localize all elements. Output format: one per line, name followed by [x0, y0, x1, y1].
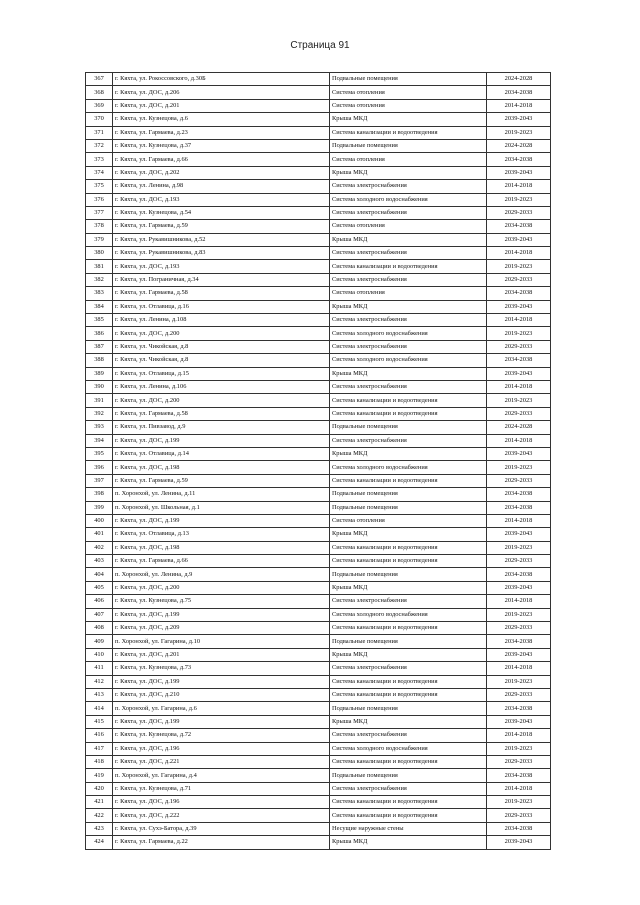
table-row: [86, 273, 551, 286]
address-cell: г. Кяхта, ул. Кузнецова, д.73: [113, 662, 330, 675]
table-row: [86, 180, 551, 193]
period-cell: 2034-2038: [487, 354, 551, 367]
row-number: 386: [86, 327, 113, 340]
table-row: [86, 541, 551, 554]
row-number: 369: [86, 99, 113, 112]
period-cell: 2039-2043: [487, 581, 551, 594]
table-row: [86, 153, 551, 166]
row-number: 419: [86, 769, 113, 782]
table-row: [86, 367, 551, 380]
table-row: [86, 86, 551, 99]
row-number: 404: [86, 568, 113, 581]
row-number: 373: [86, 153, 113, 166]
address-cell: г. Кяхта, ул. ДОС, д.222: [113, 809, 330, 822]
address-cell: г. Кяхта, ул. Отлавица, д.14: [113, 447, 330, 460]
system-cell: Система канализации и водоотведения: [330, 555, 487, 568]
table-row: [86, 782, 551, 795]
period-cell: 2034-2038: [487, 568, 551, 581]
address-cell: г. Кяхта, ул. ДОС, д.198: [113, 461, 330, 474]
period-cell: 2019-2023: [487, 608, 551, 621]
system-cell: Крыша МКД: [330, 581, 487, 594]
address-cell: г. Кяхта, ул. ДОС, д.199: [113, 715, 330, 728]
table-row: [86, 622, 551, 635]
system-cell: Система электроснабжения: [330, 729, 487, 742]
period-cell: 2014-2018: [487, 662, 551, 675]
system-cell: Система отопления: [330, 86, 487, 99]
period-cell: 2019-2023: [487, 796, 551, 809]
address-cell: г. Кяхта, ул. ДОС, д.193: [113, 260, 330, 273]
address-cell: п. Хоронхой, ул. Школьная, д.1: [113, 501, 330, 514]
table-row: [86, 354, 551, 367]
table-row: [86, 742, 551, 755]
table-row: [86, 260, 551, 273]
system-cell: Система холодного водоснабжения: [330, 608, 487, 621]
table-row: [86, 394, 551, 407]
table-row: [86, 608, 551, 621]
row-number: 376: [86, 193, 113, 206]
row-number: 405: [86, 581, 113, 594]
period-cell: 2014-2018: [487, 514, 551, 527]
system-cell: Система канализации и водоотведения: [330, 260, 487, 273]
row-number: 387: [86, 340, 113, 353]
period-cell: 2039-2043: [487, 113, 551, 126]
row-number: 423: [86, 822, 113, 835]
table-row: [86, 314, 551, 327]
row-number: 401: [86, 528, 113, 541]
address-cell: г. Кяхта, ул. Чикойская, д.8: [113, 340, 330, 353]
table-row: [86, 528, 551, 541]
address-cell: г. Кяхта, ул. Отлавица, д.13: [113, 528, 330, 541]
table-row: [86, 139, 551, 152]
address-cell: г. Кяхта, ул. ДОС, д.200: [113, 394, 330, 407]
table-row: [86, 568, 551, 581]
table-row: [86, 247, 551, 260]
row-number: 424: [86, 836, 113, 849]
table-row: [86, 99, 551, 112]
row-number: 367: [86, 73, 113, 86]
row-number: 370: [86, 113, 113, 126]
period-cell: 2019-2023: [487, 260, 551, 273]
table-row: [86, 514, 551, 527]
period-cell: 2034-2038: [487, 702, 551, 715]
row-number: 420: [86, 782, 113, 795]
row-number: 407: [86, 608, 113, 621]
period-cell: 2029-2033: [487, 809, 551, 822]
period-cell: 2014-2018: [487, 782, 551, 795]
address-cell: г. Кяхта, ул. ДОС, д.200: [113, 581, 330, 594]
system-cell: Система холодного водоснабжения: [330, 461, 487, 474]
table-row: [86, 327, 551, 340]
table-row: [86, 287, 551, 300]
row-number: 393: [86, 421, 113, 434]
address-cell: п. Хоронхой, ул. Ленина, д.9: [113, 568, 330, 581]
table-row: [86, 113, 551, 126]
period-cell: 2024-2028: [487, 73, 551, 86]
system-cell: Система электроснабжения: [330, 340, 487, 353]
system-cell: Система электроснабжения: [330, 662, 487, 675]
address-cell: г. Кяхта, ул. ДОС, д.202: [113, 166, 330, 179]
period-cell: 2024-2028: [487, 421, 551, 434]
table-row: [86, 755, 551, 768]
system-cell: Система холодного водоснабжения: [330, 354, 487, 367]
address-cell: г. Кяхта, ул. Чикойская, д.8: [113, 354, 330, 367]
period-cell: 2019-2023: [487, 461, 551, 474]
period-cell: 2014-2018: [487, 314, 551, 327]
table-row: [86, 635, 551, 648]
table-row: [86, 702, 551, 715]
system-cell: Система электроснабжения: [330, 782, 487, 795]
table-row: [86, 434, 551, 447]
period-cell: 2039-2043: [487, 648, 551, 661]
table-body: [86, 73, 551, 850]
address-cell: г. Кяхта, ул. Гармаева, д.22: [113, 836, 330, 849]
period-cell: 2034-2038: [487, 153, 551, 166]
table-row: [86, 421, 551, 434]
table-row: [86, 648, 551, 661]
row-number: 412: [86, 675, 113, 688]
system-cell: Крыша МКД: [330, 648, 487, 661]
row-number: 382: [86, 273, 113, 286]
system-cell: Система канализации и водоотведения: [330, 675, 487, 688]
period-cell: 2014-2018: [487, 595, 551, 608]
address-cell: г. Кяхта, ул. Кузнецова, д.75: [113, 595, 330, 608]
address-cell: г. Кяхта, ул. Кузнецова, д.6: [113, 113, 330, 126]
address-cell: г. Кяхта, ул. Ленина, д.108: [113, 314, 330, 327]
period-cell: 2034-2038: [487, 822, 551, 835]
period-cell: 2039-2043: [487, 447, 551, 460]
period-cell: 2029-2033: [487, 407, 551, 420]
period-cell: 2014-2018: [487, 729, 551, 742]
period-cell: 2019-2023: [487, 394, 551, 407]
address-cell: г. Кяхта, ул. Гармаева, д.59: [113, 220, 330, 233]
table-row: [86, 447, 551, 460]
table-row: [86, 809, 551, 822]
system-cell: Система электроснабжения: [330, 206, 487, 219]
row-number: 402: [86, 541, 113, 554]
row-number: 390: [86, 380, 113, 393]
row-number: 368: [86, 86, 113, 99]
address-cell: г. Кяхта, ул. Гармаева, д.58: [113, 407, 330, 420]
period-cell: 2019-2023: [487, 742, 551, 755]
address-cell: г. Кяхта, ул. Кузнецова, д.72: [113, 729, 330, 742]
period-cell: 2029-2033: [487, 555, 551, 568]
system-cell: Система канализации и водоотведения: [330, 126, 487, 139]
period-cell: 2014-2018: [487, 434, 551, 447]
row-number: 371: [86, 126, 113, 139]
system-cell: Крыша МКД: [330, 113, 487, 126]
period-cell: 2034-2038: [487, 501, 551, 514]
row-number: 398: [86, 488, 113, 501]
table-row: [86, 595, 551, 608]
table-row: [86, 581, 551, 594]
table-row: [86, 220, 551, 233]
system-cell: Система отопления: [330, 99, 487, 112]
address-cell: г. Кяхта, ул. ДОС, д.199: [113, 675, 330, 688]
row-number: 400: [86, 514, 113, 527]
address-cell: г. Кяхта, ул. Рокоссовского, д.30Б: [113, 73, 330, 86]
period-cell: 2034-2038: [487, 287, 551, 300]
address-cell: г. Кяхта, ул. ДОС, д.206: [113, 86, 330, 99]
table-row: [86, 474, 551, 487]
system-cell: Крыша МКД: [330, 836, 487, 849]
table-row: [86, 836, 551, 849]
system-cell: Крыша МКД: [330, 715, 487, 728]
period-cell: 2039-2043: [487, 528, 551, 541]
system-cell: Система канализации и водоотведения: [330, 688, 487, 701]
row-number: 384: [86, 300, 113, 313]
row-number: 409: [86, 635, 113, 648]
row-number: 397: [86, 474, 113, 487]
period-cell: 2019-2023: [487, 541, 551, 554]
period-cell: 2014-2018: [487, 180, 551, 193]
system-cell: Система холодного водоснабжения: [330, 742, 487, 755]
address-cell: г. Кяхта, ул. Ленина, д.98: [113, 180, 330, 193]
table-row: [86, 206, 551, 219]
address-cell: г. Кяхта, ул. Пограничная, д.34: [113, 273, 330, 286]
period-cell: 2019-2023: [487, 327, 551, 340]
row-number: 394: [86, 434, 113, 447]
address-cell: г. Кяхта, ул. Кузнецова, д.71: [113, 782, 330, 795]
address-cell: г. Кяхта, ул. ДОС, д.199: [113, 434, 330, 447]
row-number: 410: [86, 648, 113, 661]
table-row: [86, 688, 551, 701]
period-cell: 2029-2033: [487, 688, 551, 701]
address-cell: г. Кяхта, ул. Гармаева, д.59: [113, 474, 330, 487]
row-number: 417: [86, 742, 113, 755]
row-number: 406: [86, 595, 113, 608]
row-number: 411: [86, 662, 113, 675]
system-cell: Подвальные помещения: [330, 501, 487, 514]
period-cell: 2039-2043: [487, 836, 551, 849]
address-cell: г. Кяхта, ул. ДОС, д.200: [113, 327, 330, 340]
system-cell: Подвальные помещения: [330, 73, 487, 86]
system-cell: Подвальные помещения: [330, 702, 487, 715]
row-number: 383: [86, 287, 113, 300]
system-cell: Система канализации и водоотведения: [330, 796, 487, 809]
table-row: [86, 126, 551, 139]
system-cell: Подвальные помещения: [330, 635, 487, 648]
table-row: [86, 501, 551, 514]
address-cell: г. Кяхта, ул. Сухэ-Батора, д.39: [113, 822, 330, 835]
period-cell: 2014-2018: [487, 247, 551, 260]
system-cell: Подвальные помещения: [330, 139, 487, 152]
table-row: [86, 461, 551, 474]
row-number: 418: [86, 755, 113, 768]
system-cell: Система холодного водоснабжения: [330, 193, 487, 206]
row-number: 375: [86, 180, 113, 193]
system-cell: Система канализации и водоотведения: [330, 755, 487, 768]
system-cell: Система отопления: [330, 153, 487, 166]
row-number: 414: [86, 702, 113, 715]
period-cell: 2034-2038: [487, 769, 551, 782]
address-cell: г. Кяхта, ул. Гармаева, д.66: [113, 555, 330, 568]
row-number: 374: [86, 166, 113, 179]
system-cell: Крыша МКД: [330, 528, 487, 541]
system-cell: Крыша МКД: [330, 166, 487, 179]
page-title: Страница 91: [290, 40, 350, 51]
table-row: [86, 300, 551, 313]
period-cell: 2039-2043: [487, 300, 551, 313]
address-cell: г. Кяхта, ул. Ленина, д.106: [113, 380, 330, 393]
row-number: 391: [86, 394, 113, 407]
row-number: 378: [86, 220, 113, 233]
system-cell: Система канализации и водоотведения: [330, 622, 487, 635]
row-number: 413: [86, 688, 113, 701]
table-row: [86, 769, 551, 782]
system-cell: Система канализации и водоотведения: [330, 407, 487, 420]
table-row: [86, 380, 551, 393]
address-cell: г. Кяхта, ул. ДОС, д.199: [113, 608, 330, 621]
address-cell: г. Кяхта, ул. Гармаева, д.66: [113, 153, 330, 166]
period-cell: 2034-2038: [487, 635, 551, 648]
address-cell: г. Кяхта, ул. ДОС, д.198: [113, 541, 330, 554]
period-cell: 2029-2033: [487, 474, 551, 487]
period-cell: 2039-2043: [487, 166, 551, 179]
table-row: [86, 488, 551, 501]
address-cell: г. Кяхта, ул. Рукавишникова, д.83: [113, 247, 330, 260]
system-cell: Крыша МКД: [330, 233, 487, 246]
row-number: 399: [86, 501, 113, 514]
period-cell: 2034-2038: [487, 488, 551, 501]
address-cell: г. Кяхта, ул. Рукавишникова, д.52: [113, 233, 330, 246]
address-cell: г. Кяхта, ул. ДОС, д.199: [113, 514, 330, 527]
period-cell: 2019-2023: [487, 126, 551, 139]
address-cell: г. Кяхта, ул. Отлавица, д.16: [113, 300, 330, 313]
system-cell: Система электроснабжения: [330, 595, 487, 608]
address-cell: п. Хоронхой, ул. Гагарина, д.6: [113, 702, 330, 715]
address-cell: г. Кяхта, ул. ДОС, д.201: [113, 99, 330, 112]
period-cell: 2039-2043: [487, 233, 551, 246]
address-cell: п. Хоронхой, ул. Ленина, д.11: [113, 488, 330, 501]
table-row: [86, 662, 551, 675]
address-cell: г. Кяхта, ул. ДОС, д.209: [113, 622, 330, 635]
table-row: [86, 166, 551, 179]
table-row: [86, 407, 551, 420]
table-row: [86, 555, 551, 568]
period-cell: 2034-2038: [487, 86, 551, 99]
period-cell: 2029-2033: [487, 755, 551, 768]
row-number: 385: [86, 314, 113, 327]
system-cell: Система канализации и водоотведения: [330, 394, 487, 407]
table-row: [86, 340, 551, 353]
address-cell: г. Кяхта, ул. Гармаева, д.23: [113, 126, 330, 139]
system-cell: Система электроснабжения: [330, 434, 487, 447]
row-number: 381: [86, 260, 113, 273]
system-cell: Система электроснабжения: [330, 273, 487, 286]
row-number: 395: [86, 447, 113, 460]
table-row: [86, 193, 551, 206]
address-cell: г. Кяхта, ул. ДОС, д.221: [113, 755, 330, 768]
system-cell: Система канализации и водоотведения: [330, 809, 487, 822]
system-cell: Крыша МКД: [330, 447, 487, 460]
system-cell: Система электроснабжения: [330, 314, 487, 327]
system-cell: Система холодного водоснабжения: [330, 327, 487, 340]
system-cell: Система канализации и водоотведения: [330, 474, 487, 487]
address-cell: г. Кяхта, ул. Гармаева, д.58: [113, 287, 330, 300]
row-number: 415: [86, 715, 113, 728]
row-number: 403: [86, 555, 113, 568]
address-cell: г. Кяхта, ул. ДОС, д.210: [113, 688, 330, 701]
table-row: [86, 796, 551, 809]
repair-schedule-table: [85, 72, 551, 850]
row-number: 421: [86, 796, 113, 809]
system-cell: Система канализации и водоотведения: [330, 541, 487, 554]
period-cell: 2014-2018: [487, 99, 551, 112]
row-number: 422: [86, 809, 113, 822]
system-cell: Крыша МКД: [330, 367, 487, 380]
system-cell: Подвальные помещения: [330, 488, 487, 501]
row-number: 372: [86, 139, 113, 152]
system-cell: Система отопления: [330, 220, 487, 233]
system-cell: Система отопления: [330, 514, 487, 527]
period-cell: 2039-2043: [487, 715, 551, 728]
period-cell: 2039-2043: [487, 367, 551, 380]
period-cell: 2019-2023: [487, 675, 551, 688]
table-row: [86, 729, 551, 742]
table-row: [86, 822, 551, 835]
row-number: 380: [86, 247, 113, 260]
row-number: 377: [86, 206, 113, 219]
address-cell: г. Кяхта, ул. Пивзавод, д.9: [113, 421, 330, 434]
row-number: 392: [86, 407, 113, 420]
period-cell: 2029-2033: [487, 206, 551, 219]
period-cell: 2019-2023: [487, 193, 551, 206]
system-cell: Подвальные помещения: [330, 568, 487, 581]
system-cell: Подвальные помещения: [330, 769, 487, 782]
system-cell: Система электроснабжения: [330, 247, 487, 260]
table-row: [86, 675, 551, 688]
table-row: [86, 233, 551, 246]
address-cell: г. Кяхта, ул. ДОС, д.193: [113, 193, 330, 206]
row-number: 389: [86, 367, 113, 380]
address-cell: г. Кяхта, ул. Отлавица, д.15: [113, 367, 330, 380]
table-row: [86, 715, 551, 728]
period-cell: 2024-2028: [487, 139, 551, 152]
address-cell: п. Хоронхой, ул. Гагарина, д.10: [113, 635, 330, 648]
address-cell: г. Кяхта, ул. Кузнецова, д.37: [113, 139, 330, 152]
row-number: 396: [86, 461, 113, 474]
system-cell: Система отопления: [330, 287, 487, 300]
address-cell: п. Хоронхой, ул. Гагарина, д.4: [113, 769, 330, 782]
address-cell: г. Кяхта, ул. ДОС, д.196: [113, 796, 330, 809]
system-cell: Система электроснабжения: [330, 380, 487, 393]
address-cell: г. Кяхта, ул. Кузнецова, д.54: [113, 206, 330, 219]
system-cell: Система электроснабжения: [330, 180, 487, 193]
period-cell: 2029-2033: [487, 622, 551, 635]
row-number: 388: [86, 354, 113, 367]
row-number: 416: [86, 729, 113, 742]
period-cell: 2034-2038: [487, 220, 551, 233]
address-cell: г. Кяхта, ул. ДОС, д.201: [113, 648, 330, 661]
period-cell: 2029-2033: [487, 340, 551, 353]
system-cell: Подвальные помещения: [330, 421, 487, 434]
system-cell: Крыша МКД: [330, 300, 487, 313]
period-cell: 2014-2018: [487, 380, 551, 393]
system-cell: Несущие наружные стены: [330, 822, 487, 835]
table-row: [86, 73, 551, 86]
row-number: 379: [86, 233, 113, 246]
address-cell: г. Кяхта, ул. ДОС, д.196: [113, 742, 330, 755]
period-cell: 2029-2033: [487, 273, 551, 286]
row-number: 408: [86, 622, 113, 635]
